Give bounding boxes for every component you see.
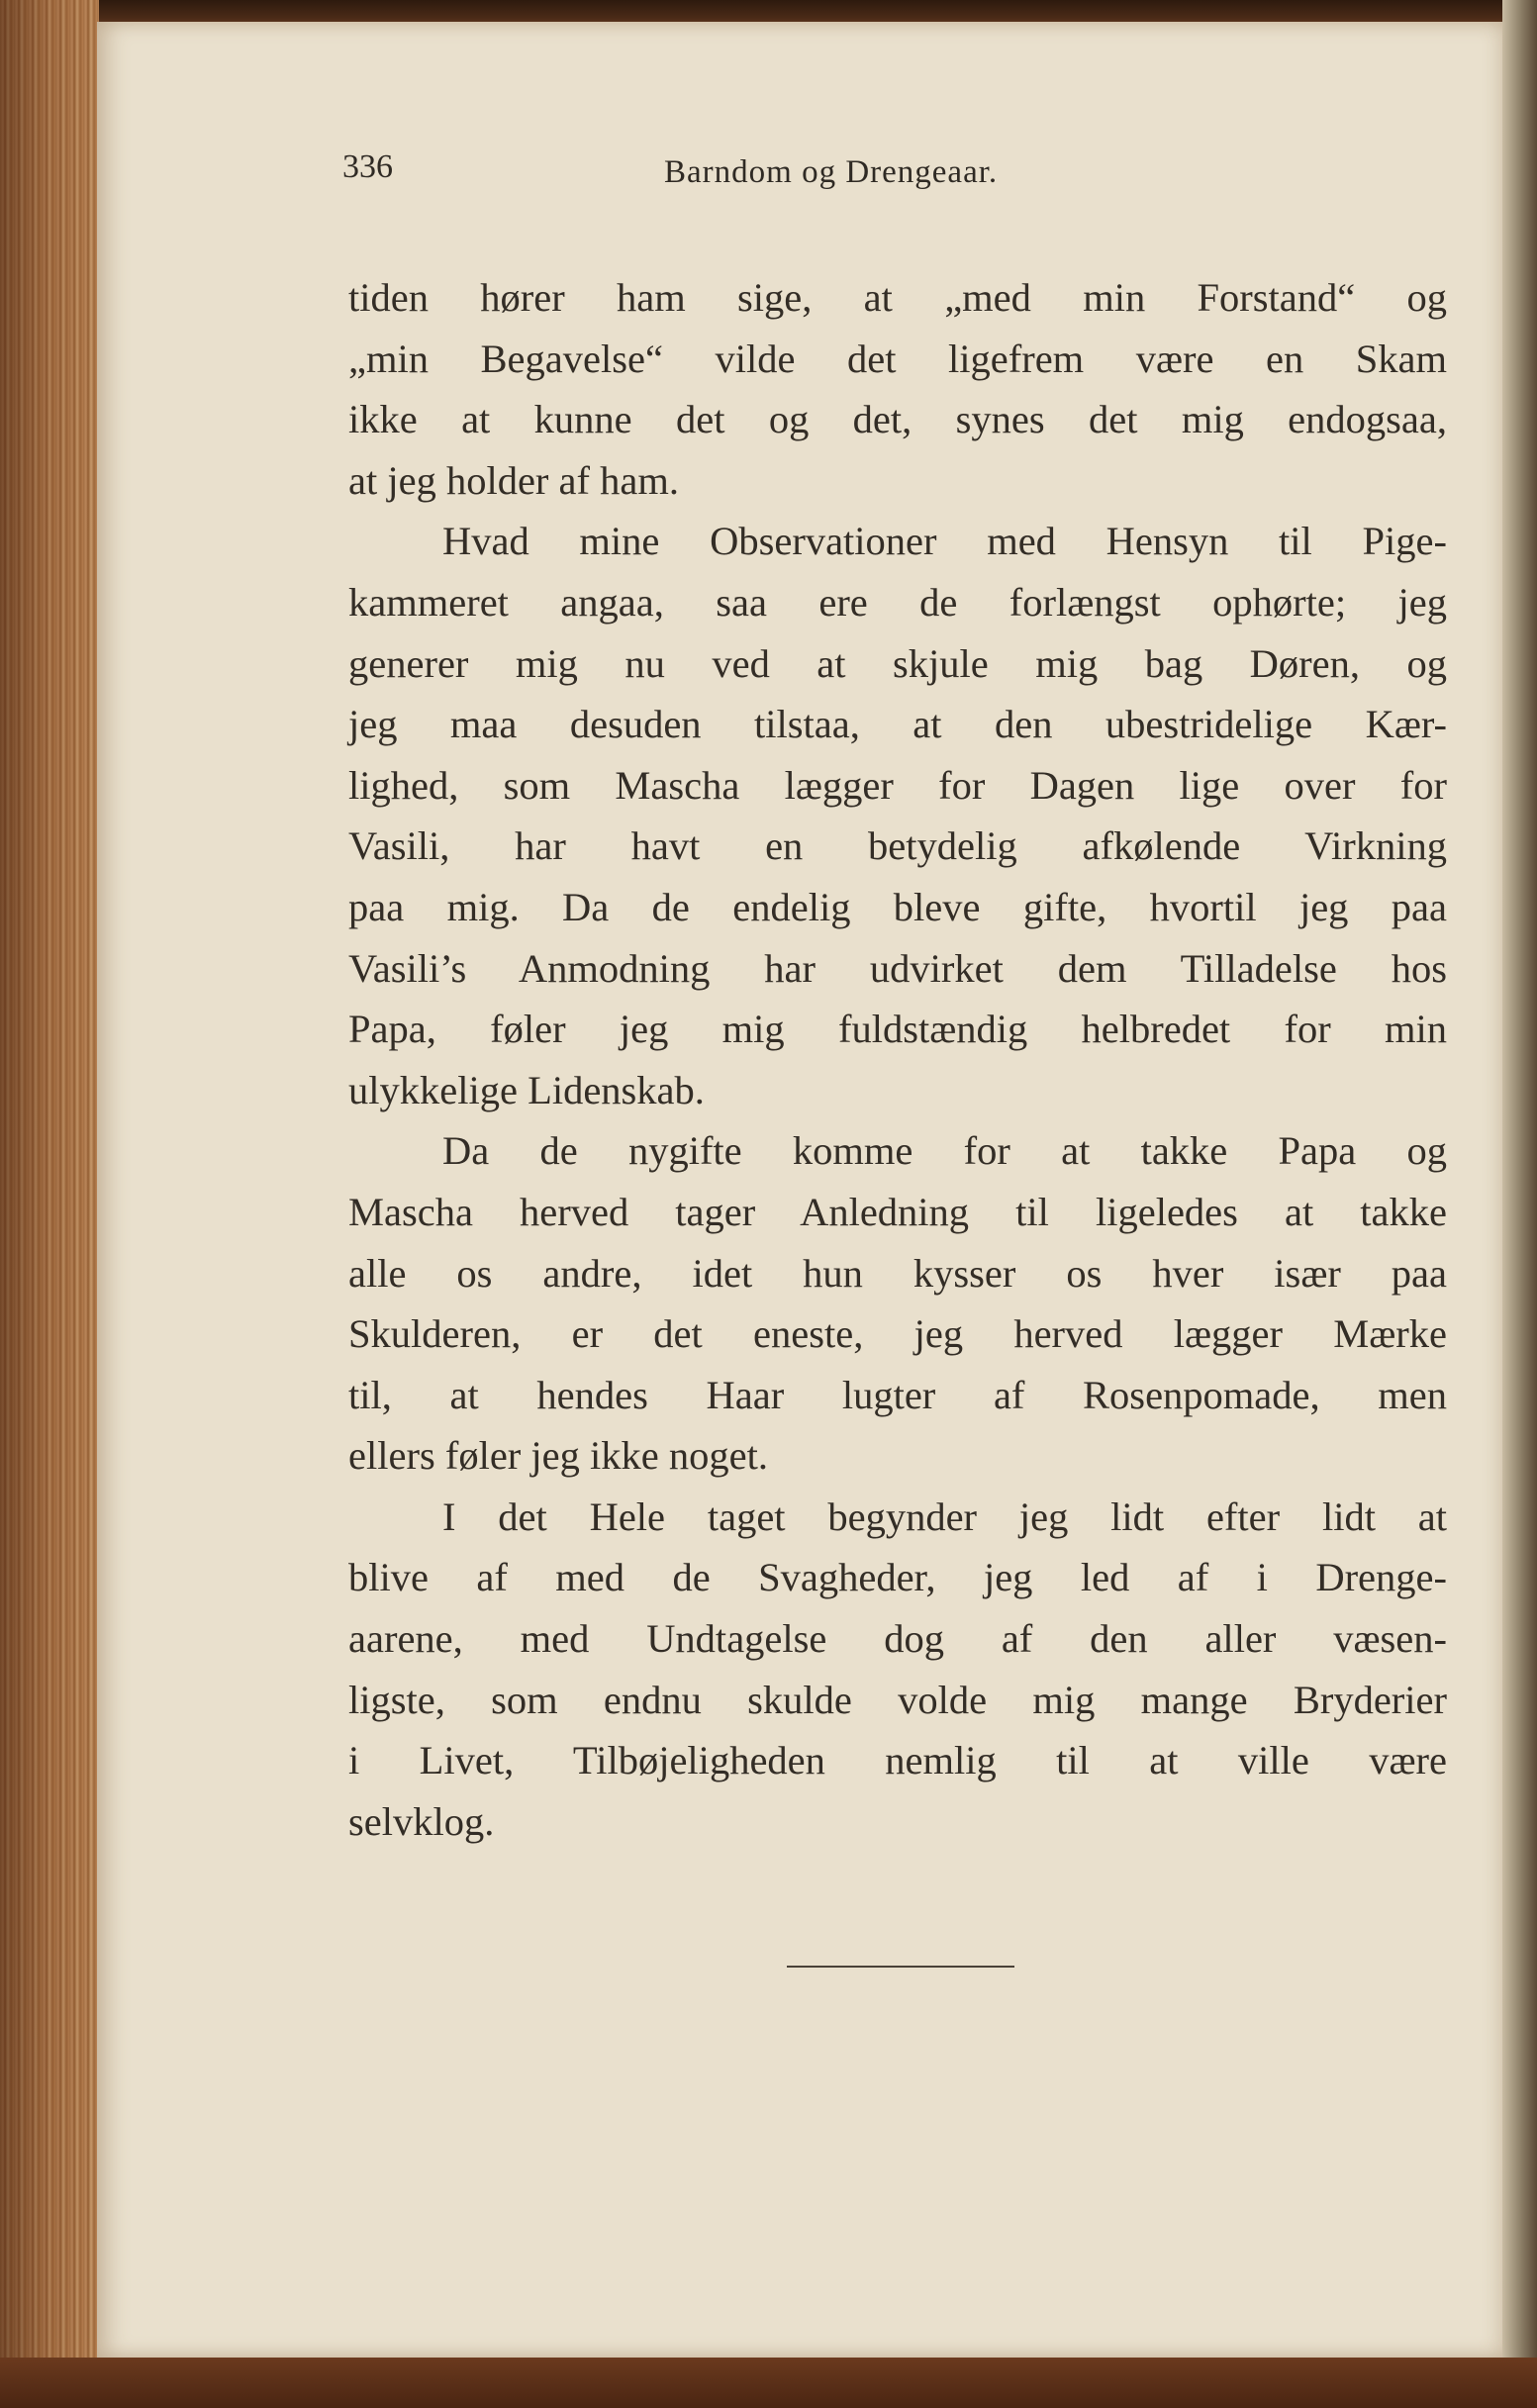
text-line: til, at hendes Haar lugter af Rosenpomade, men: [348, 1372, 1447, 1417]
text-line: blive af med de Svagheder, jeg led af i Drenge-: [348, 1555, 1447, 1600]
text-line: Skulderen, er det eneste, jeg herved lægger Mærke: [348, 1311, 1447, 1357]
text-line: jeg maa desuden tilstaa, at den ubestridelige Kær-: [348, 702, 1447, 747]
page-stack-shadow: [0, 0, 99, 2408]
text-line: ulykkelige Lidenskab.: [348, 1067, 705, 1112]
running-title: Barndom og Drengeaar.: [664, 154, 999, 190]
book-bottom-edge: [0, 2358, 1537, 2408]
text-line: ellers føler jeg ikke noget.: [348, 1433, 768, 1479]
text-line: Papa, føler jeg mig fuldstændig helbredet for min: [348, 1007, 1447, 1052]
section-end-rule: [787, 1966, 1014, 1968]
page-number: 336: [342, 148, 393, 185]
text-line: Vasili’s Anmodning har udvirket dem Tilladelse hos: [348, 945, 1447, 991]
text-line: tiden hører ham sige, at „med min Forstand“ og: [348, 275, 1447, 320]
text-line: Mascha herved tager Anledning til ligeledes at takke: [348, 1189, 1447, 1234]
text-line: ligste, som endnu skulde volde mig mange Bryderier: [348, 1677, 1447, 1722]
text-line: lighed, som Mascha lægger for Dagen lige over for: [348, 762, 1447, 808]
text-line: alle os andre, idet hun kysser os hver især paa: [348, 1250, 1447, 1296]
text-line: „min Begavelse“ vilde det ligefrem være en Skam: [348, 336, 1447, 381]
text-line: generer mig nu ved at skjule mig bag Døren, og: [348, 640, 1447, 686]
page-header: [342, 148, 1451, 198]
text-line: Vasili, har havt en betydelig afkølende Virkning: [348, 823, 1447, 869]
body-text: [348, 267, 1447, 1852]
text-line: ikke at kunne det og det, synes det mig endogsaa,: [348, 397, 1447, 442]
text-line: aarene, med Undtagelse dog af den aller væsen-: [348, 1616, 1447, 1662]
text-line: I det Hele taget begynder jeg lidt efter lidt at: [442, 1493, 1447, 1539]
text-line: paa mig. Da de endelig bleve gifte, hvortil jeg paa: [348, 884, 1447, 929]
text-line: Hvad mine Observationer med Hensyn til Pige-: [442, 519, 1447, 564]
text-line: selvklog.: [348, 1798, 495, 1844]
text-line: i Livet, Tilbøjeligheden nemlig til at ville være: [348, 1738, 1447, 1783]
text-line: Da de nygifte komme for at takke Papa og: [442, 1128, 1447, 1174]
text-line: at jeg holder af ham.: [348, 457, 679, 503]
text-line: kammeret angaa, saa ere de forlængst ophørte; jeg: [348, 579, 1447, 625]
book-right-edge: [1502, 0, 1537, 2408]
